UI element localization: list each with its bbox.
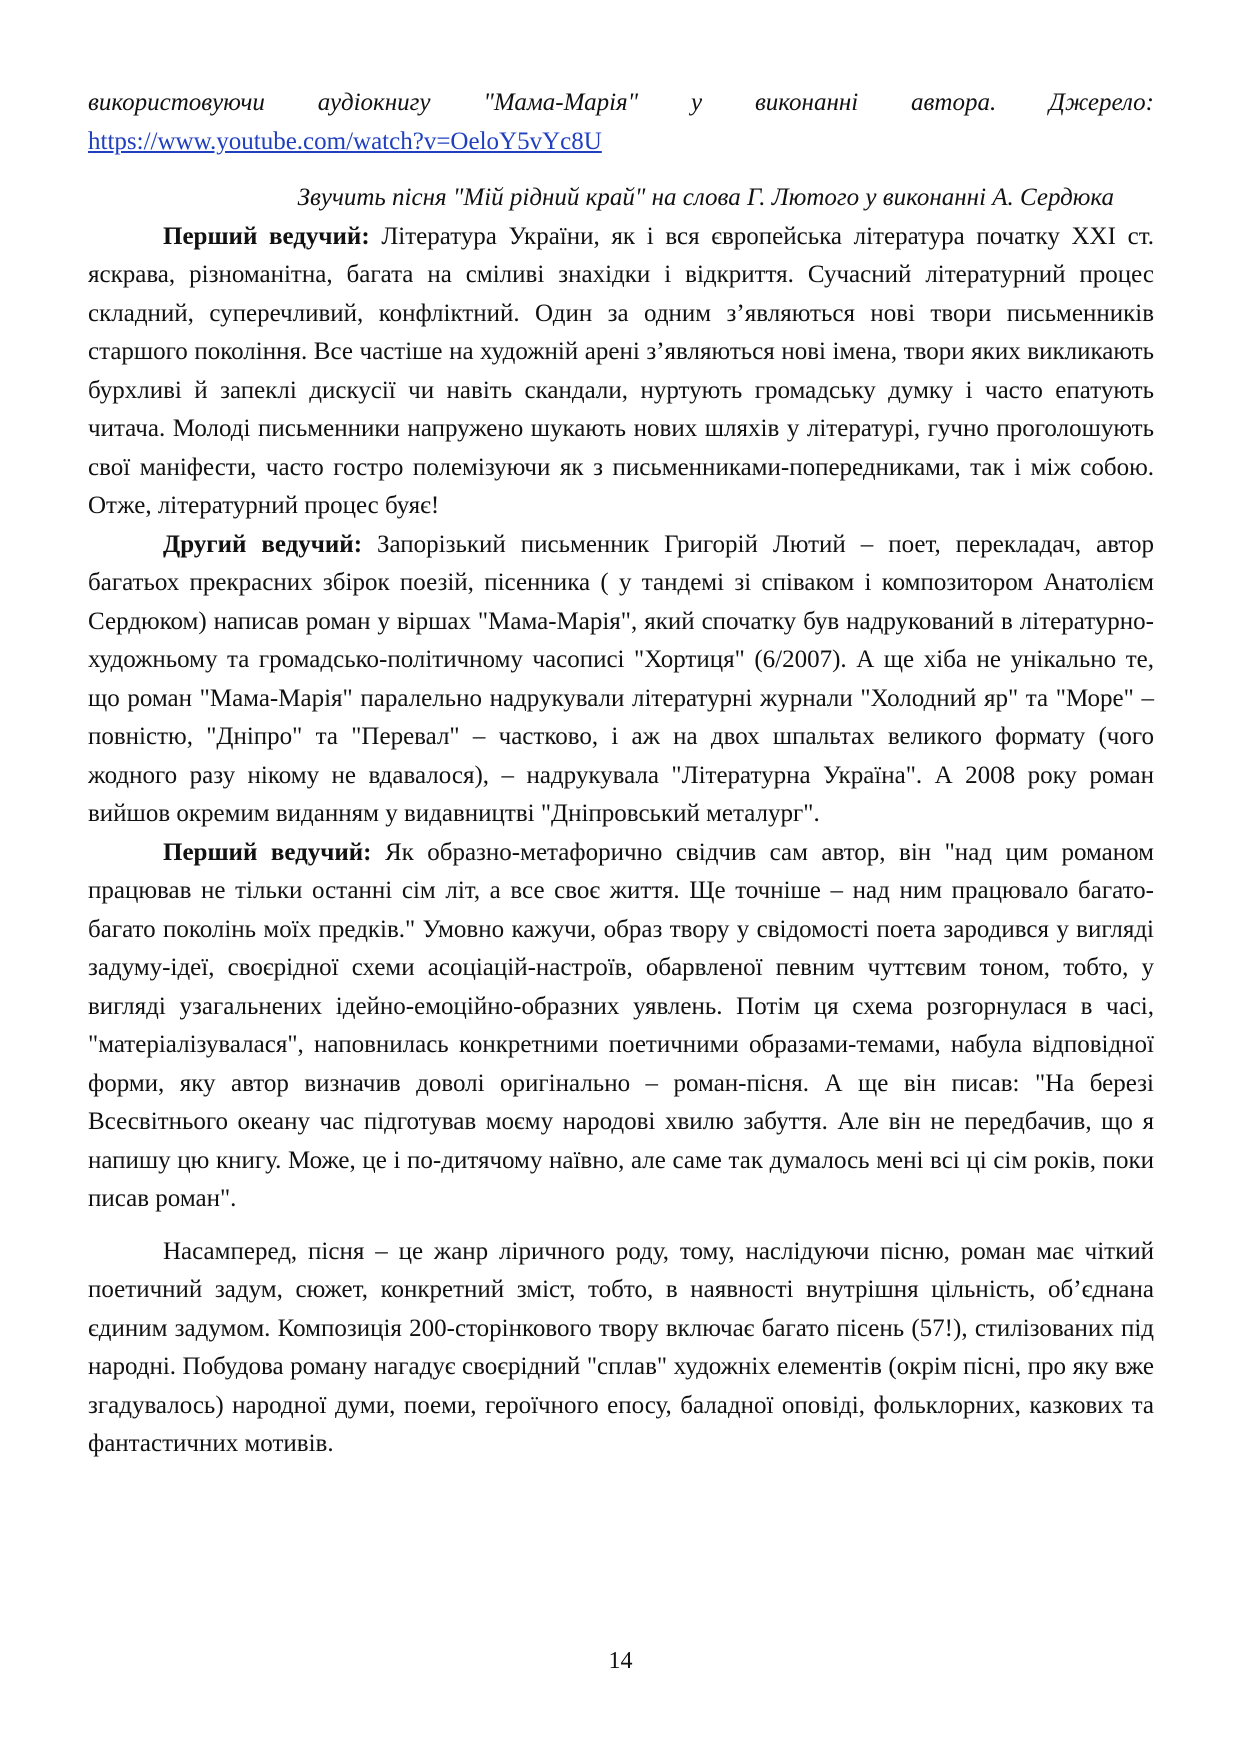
speaker-label: Перший ведучий: bbox=[163, 838, 372, 866]
paragraph-gap bbox=[88, 1219, 1154, 1233]
paragraph-4 bbox=[88, 1233, 1154, 1464]
page-number: 14 bbox=[608, 1648, 633, 1674]
paragraph-text: Як образно-метафорично свідчив сам автор, він "над цим романом працював не тільки останні сім літ, а все своє життя. Ще точніше – над ним працювало багато-багато поколінь моїх предків." Умовно кажучи, образ твору у свідомості поета зародився у вигляді задуму-ідеї, своєрідної схеми асоціацій-настроїв, обарвленої певним чуттєвим тоном, тобто, у вигляді узагальнених ідейно-емоційно-образних уявлень. Потім ця схема розгорнулася в часі, "матеріалізувалася", наповнилась конкретними поетичними образами-темами, набула відповідної форми, яку автор визначив доволі оригінально – роман-пісня. А ще він писав: "На березі Всесвітнього океану час підготував моєму народові хвилю забуття. Але він не передбачив, що я напишу цю книгу. Може, це і по-дитячому наївно, але саме так думалось мені всі ці сім років, поки писав роман". bbox=[88, 838, 1154, 1212]
song-note: Звучить пісня "Мій рідний край" на слова Г. Лютого у виконанні А. Сердюка bbox=[297, 184, 1114, 211]
source-link[interactable]: https://www.youtube.com/watch?v=OeloY5vYc8U bbox=[88, 127, 602, 155]
intro-italic-text: використовуючи аудіокнигу "Мама-Марія" у виконанні автора. Джерело: bbox=[88, 89, 1154, 116]
paragraph-text: Насамперед, пісня – це жанр ліричного роду, тому, наслідуючи пісню, роман має чіткий поетичний задум, сюжет, конкретний зміст, тобто, в наявності внутрішня цільність, об’єднана єдиним задумом. Композиція 200-сторінкового твору включає багато пісень (57!), стилізованих під народні. Побудова роману нагадує своєрідний "сплав" художніх елементів (окрім пісні, про яку вже згадувалось) народної думи, поеми, героїчного епосу, баладної оповіді, фольклорних, казкових та фантастичних мотивів. bbox=[88, 1237, 1154, 1457]
paragraph-3 bbox=[88, 834, 1154, 1219]
paragraph-text: Література України, як і вся європейська література початку XXI ст. яскрава, різноманітна, багата на сміливі знахідки і відкриття. Сучасний літературний процес складний, суперечливий, конфліктний. Один за одним з’являються нові твори письменників старшого покоління. Все частіше на художній арені з’являються нові імена, твори яких викликають бурхливі й запеклі дискусії чи навіть скандали, нуртують громадську думку і часто епатують читача. Молоді письменники напружено шукають нових шляхів у літературі, гучно проголошують свої маніфести, часто гостро полемізуючи як з письменниками-попередниками, так і між собою. Отже, літературний процес буяє! bbox=[88, 222, 1154, 519]
paragraph-text: Запорізький письменник Григорій Лютий – поет, перекладач, автор багатьох прекрасних збірок поезій, пісенника ( у тандемі зі співаком і композитором Анатолієм Сердюком) написав роман у віршах "Мама-Марія", який спочатку був надрукований в літературно-художньому та громадсько-політичному часописі "Хортиця" (6/2007). А ще хіба не унікально те, що роман "Мама-Марія" паралельно надрукували літературні журнали "Холодний яр" та "Море" – повністю, "Дніпро" та "Перевал" – частково, і аж на двох шпальтах великого формату (чого жодного разу нікому не вдавалося), – надрукувала "Літературна Україна". А 2008 року роман вийшов окремим виданням у видавництві "Дніпровський металург". bbox=[88, 530, 1154, 827]
speaker-label: Другий ведучий: bbox=[163, 530, 363, 558]
speaker-label: Перший ведучий: bbox=[163, 222, 370, 250]
paragraph-2 bbox=[88, 526, 1154, 834]
paragraph-1 bbox=[88, 218, 1154, 526]
document-body bbox=[88, 84, 1154, 1464]
source-link-line bbox=[88, 123, 1154, 162]
